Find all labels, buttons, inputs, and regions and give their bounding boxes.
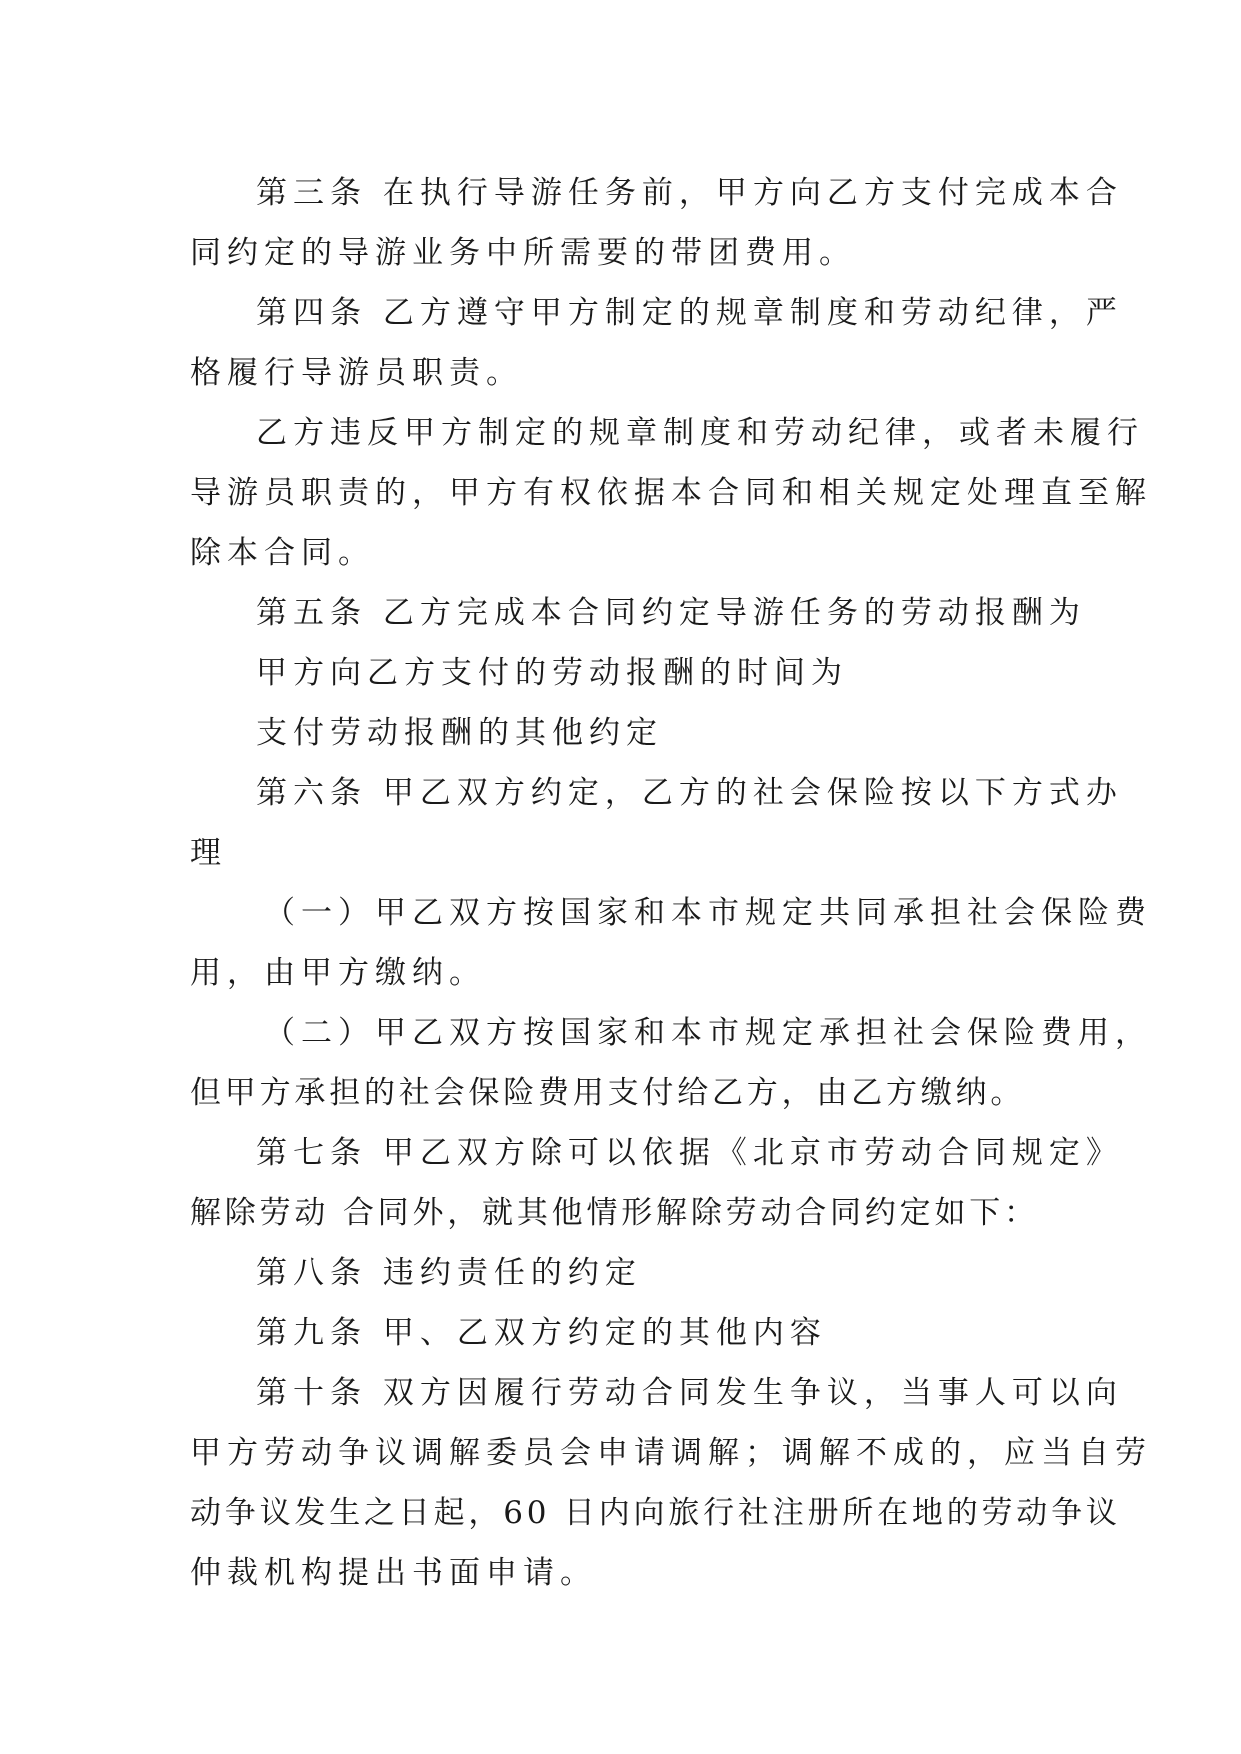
article-6-item-2-line-1: （二）甲乙双方按国家和本市规定承担社会保险费用， — [264, 1015, 1152, 1051]
article-6-item-1-line-1: （一）甲乙双方按国家和本市规定共同承担社会保险费 — [264, 895, 1152, 931]
article-6-line-2: 理 — [190, 835, 227, 871]
article-4-para-2-line-2: 导游员职责的，甲方有权依据本合同和相关规定处理直至解 — [190, 475, 1152, 511]
article-5-line-2: 甲方向乙方支付的劳动报酬的时间为 — [256, 655, 848, 691]
article-3-line-1: 第三条 在执行导游任务前，甲方向乙方支付完成本合 — [256, 175, 1123, 211]
article-8-line: 第八条 违约责任的约定 — [256, 1255, 642, 1291]
article-6-line-1: 第六条 甲乙双方约定，乙方的社会保险按以下方式办 — [256, 775, 1123, 811]
article-4-line-2: 格履行导游员职责。 — [190, 355, 523, 391]
article-10-line-1: 第十条 双方因履行劳动合同发生争议，当事人可以向 — [256, 1375, 1123, 1411]
article-4-line-1: 第四条 乙方遵守甲方制定的规章制度和劳动纪律，严 — [256, 295, 1123, 331]
article-6-item-2-line-2: 但甲方承担的社会保险费用支付给乙方，由乙方缴纳。 — [190, 1075, 1026, 1111]
article-10-line-4: 仲裁机构提出书面申请。 — [190, 1555, 597, 1591]
article-6-item-1-line-2: 用，由甲方缴纳。 — [190, 955, 486, 991]
article-5-line-1: 第五条 乙方完成本合同约定导游任务的劳动报酬为 — [256, 595, 1086, 631]
article-4-para-2-line-3: 除本合同。 — [190, 535, 375, 571]
article-7-line-1: 第七条 甲乙双方除可以依据《北京市劳动合同规定》 — [256, 1135, 1123, 1171]
article-10-line-3: 动争议发生之日起，60 日内向旅行社注册所在地的劳动争议 — [190, 1495, 1121, 1531]
article-9-line: 第九条 甲、乙双方约定的其他内容 — [256, 1315, 827, 1351]
contract-text — [190, 163, 1152, 1603]
article-7-line-2: 解除劳动 合同外，就其他情形解除劳动合同约定如下： — [190, 1195, 1039, 1231]
article-3-line-2: 同约定的导游业务中所需要的带团费用。 — [190, 235, 856, 271]
article-5-line-3: 支付劳动报酬的其他约定 — [256, 715, 663, 751]
article-10-line-2: 甲方劳动争议调解委员会申请调解；调解不成的，应当自劳 — [190, 1435, 1152, 1471]
article-4-para-2-line-1: 乙方违反甲方制定的规章制度和劳动纪律，或者未履行 — [256, 415, 1144, 451]
